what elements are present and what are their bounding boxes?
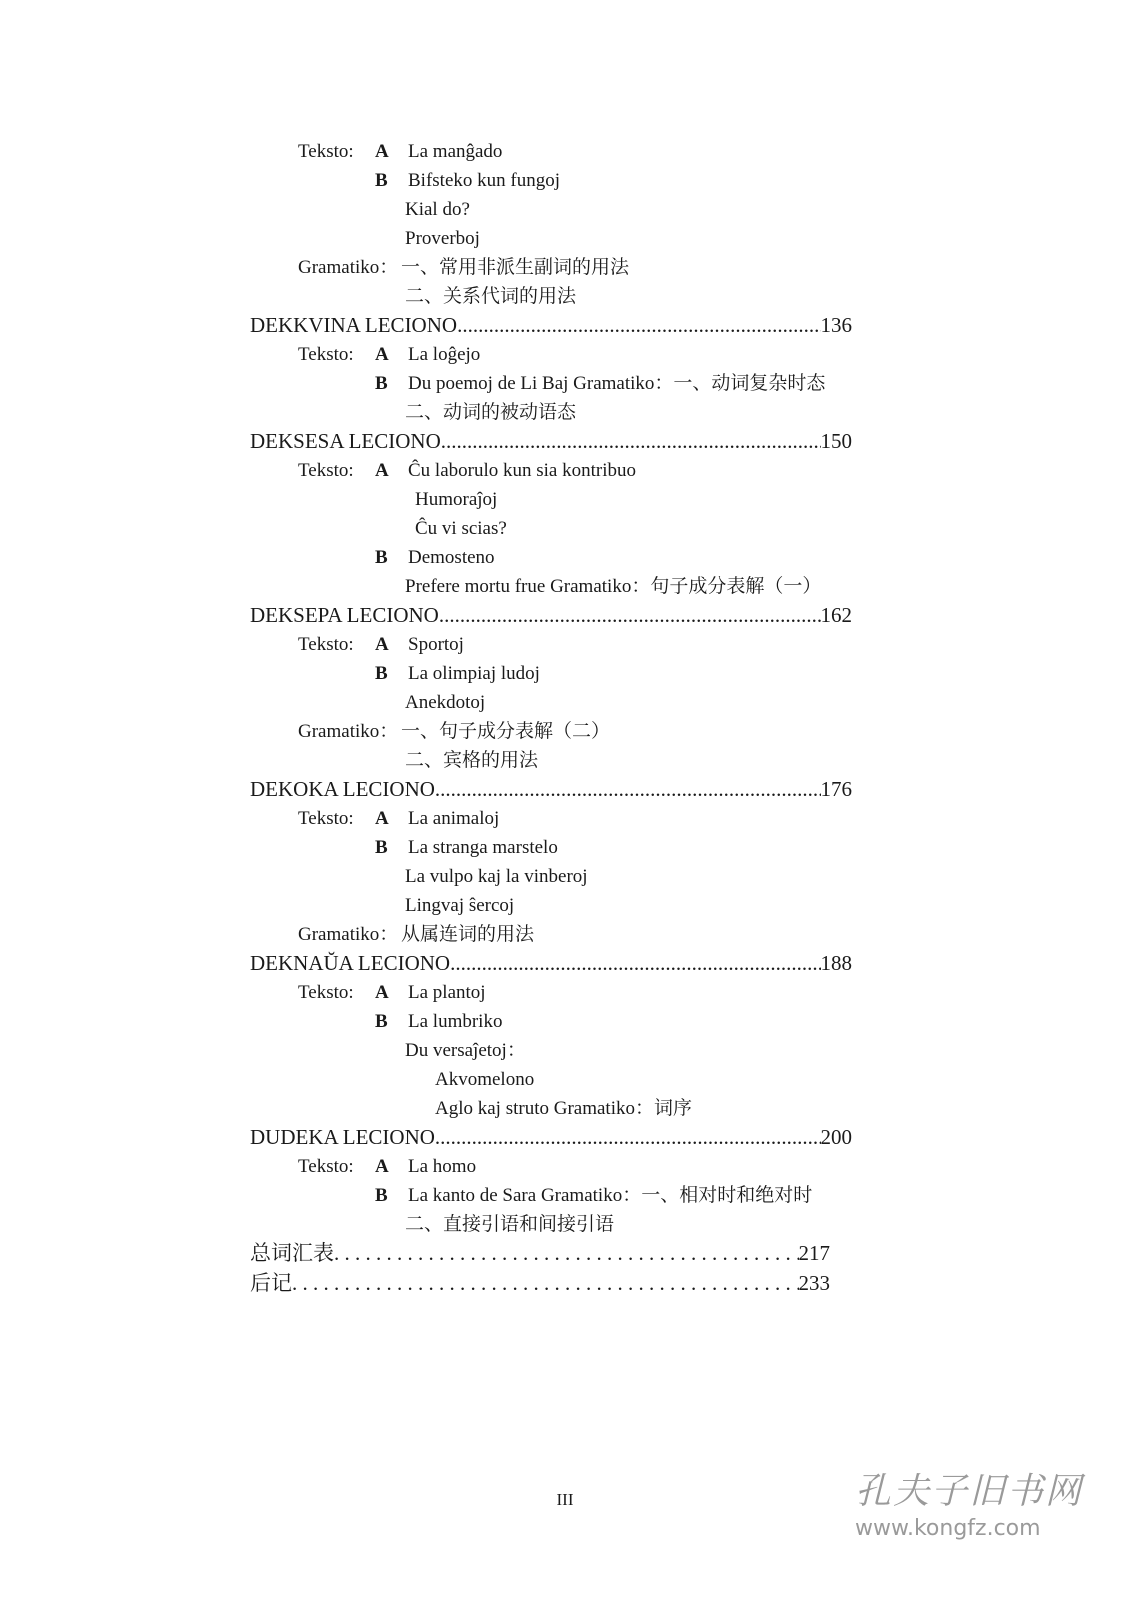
heading-page: 233 xyxy=(798,1271,830,1295)
part-b-marker: B xyxy=(375,1185,388,1206)
toc-entry: Du poemoj de Li Baj Gramatiko：一、动词复杂时态 xyxy=(408,373,826,394)
toc-entry: Anekdotoj xyxy=(405,692,486,713)
leader-dots xyxy=(450,950,820,976)
toc-entry: Aglo kaj struto Gramatiko：词序 xyxy=(435,1098,692,1119)
teksto-label: Teksto: xyxy=(298,1156,354,1177)
toc-entry: La homo xyxy=(408,1156,477,1177)
toc-entry: Akvomelono xyxy=(435,1069,535,1090)
toc-entry: 二、直接引语和间接引语 xyxy=(405,1214,615,1235)
watermark-url: www.kongfz.com xyxy=(855,1516,1041,1541)
toc-entry: 一、句子成分表解（二） xyxy=(401,721,611,742)
toc-entry: La plantoj xyxy=(408,982,486,1003)
toc-entry: La kanto de Sara Gramatiko：一、相对时和绝对时 xyxy=(408,1185,813,1206)
part-a-marker: A xyxy=(375,634,389,655)
toc-heading-20 xyxy=(250,1124,852,1150)
teksto-label: Teksto: xyxy=(298,460,354,481)
teksto-label: Teksto: xyxy=(298,982,354,1003)
gramatiko-label: Gramatiko： xyxy=(298,924,399,945)
heading-page: 176 xyxy=(820,777,852,801)
toc-entry: 二、动词的被动语态 xyxy=(405,402,577,423)
toc-entry: La loĝejo xyxy=(408,344,481,365)
toc-heading-vocabulary xyxy=(250,1240,830,1266)
leader-dots xyxy=(334,1240,799,1266)
heading-title: DEKOKA LECIONO xyxy=(250,777,435,801)
toc-entry: La stranga marstelo xyxy=(408,837,558,858)
part-b-marker: B xyxy=(375,663,388,684)
heading-title: DEKSESA LECIONO xyxy=(250,429,441,453)
page-number: III xyxy=(556,1490,574,1509)
teksto-label: Teksto: xyxy=(298,808,354,829)
heading-title: DEKNAŬA LECIONO xyxy=(250,951,451,975)
part-b-marker: B xyxy=(375,547,388,568)
toc-entry: Sportoj xyxy=(408,634,464,655)
part-a-marker: A xyxy=(375,460,389,481)
toc-entry: Prefere mortu frue Gramatiko：句子成分表解（一） xyxy=(405,576,822,597)
heading-page: 162 xyxy=(820,603,852,627)
toc-entry: 一、常用非派生副词的用法 xyxy=(401,257,630,278)
toc-entry: La lumbriko xyxy=(408,1011,503,1032)
gramatiko-label: Gramatiko： xyxy=(298,257,399,278)
part-b-marker: B xyxy=(375,373,388,394)
teksto-label: Teksto: xyxy=(298,344,354,365)
toc-entry: Ĉu laborulo kun sia kontribuo xyxy=(408,460,636,481)
part-a-marker: A xyxy=(375,141,389,162)
leader-dots xyxy=(457,312,820,338)
leader-dots xyxy=(435,776,821,802)
heading-title: DEKSEPA LECIONO xyxy=(250,603,439,627)
toc-heading-15 xyxy=(250,312,852,338)
toc-entry: La manĝado xyxy=(408,141,503,162)
toc-heading-17 xyxy=(250,602,852,628)
toc-heading-19 xyxy=(250,950,852,976)
part-a-marker: A xyxy=(375,982,389,1003)
teksto-label: Teksto: xyxy=(298,634,354,655)
leader-dots xyxy=(292,1270,799,1296)
part-a-marker: A xyxy=(375,344,389,365)
heading-page: 188 xyxy=(820,951,852,975)
toc-entry: Proverboj xyxy=(405,228,480,249)
toc-entry: La vulpo kaj la vinberoj xyxy=(405,866,588,887)
toc-entry: Humoraĵoj xyxy=(415,489,498,510)
leader-dots xyxy=(435,1124,821,1150)
leader-dots xyxy=(439,602,821,628)
toc-heading-16 xyxy=(250,428,852,454)
toc-heading-afterword xyxy=(250,1270,830,1296)
toc-entry: La olimpiaj ludoj xyxy=(408,663,540,684)
part-b-marker: B xyxy=(375,170,388,191)
part-b-marker: B xyxy=(375,1011,388,1032)
toc-entry: Du versaĵetoj： xyxy=(405,1040,526,1061)
heading-page: 200 xyxy=(820,1125,852,1149)
toc-entry: Kial do? xyxy=(405,199,470,220)
leader-dots xyxy=(441,428,821,454)
part-b-marker: B xyxy=(375,837,388,858)
heading-page: 150 xyxy=(820,429,852,453)
toc-entry: Demosteno xyxy=(408,547,495,568)
toc-entry: La animaloj xyxy=(408,808,500,829)
watermark xyxy=(855,1463,1083,1541)
gramatiko-label: Gramatiko： xyxy=(298,721,399,742)
toc-entry: 二、关系代词的用法 xyxy=(405,286,577,307)
toc-entry: 从属连词的用法 xyxy=(401,924,535,945)
toc-entry: Ĉu vi scias? xyxy=(415,518,507,539)
part-a-marker: A xyxy=(375,1156,389,1177)
heading-title: 后记 xyxy=(250,1271,292,1295)
toc-entry: Bifsteko kun fungoj xyxy=(408,170,560,191)
toc-entry: Lingvaj ŝercoj xyxy=(405,895,515,916)
toc-entry: 二、宾格的用法 xyxy=(405,750,539,771)
heading-title: DEKKVINA LECIONO xyxy=(250,313,458,337)
watermark-chinese: 孔夫子旧书网 xyxy=(855,1471,1084,1512)
teksto-label: Teksto: xyxy=(298,141,354,162)
toc-heading-18 xyxy=(250,776,852,802)
heading-page: 136 xyxy=(820,313,852,337)
heading-page: 217 xyxy=(798,1241,830,1265)
part-a-marker: A xyxy=(375,808,389,829)
heading-title: DUDEKA LECIONO xyxy=(250,1125,435,1149)
heading-title: 总词汇表 xyxy=(250,1241,334,1265)
